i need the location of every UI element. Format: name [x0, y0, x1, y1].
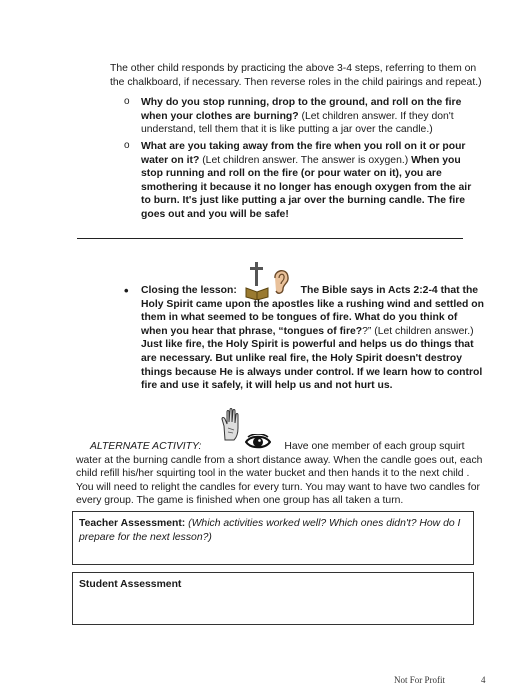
teacher-assessment-box — [72, 511, 474, 565]
bullet-marker: o — [124, 96, 130, 107]
closing-lesson — [141, 284, 484, 393]
alternate-activity-text: Have one member of each group squirt water at the burning candle from a short distance away. When the candle goes out, each child refill his/her squirting tool in the water bucket and then hands it to the next child . You will need to relight the candles for every turn. You may want to have two candles for every group. The game is finished when one group has all taken a turn. — [76, 441, 483, 507]
question-bold: Why do you stop running, drop to the ground, and roll on the fire when your clothes are burning? — [141, 97, 462, 122]
teacher-assessment — [79, 517, 469, 544]
closing-label: Closing the lesson: — [141, 285, 237, 296]
footer-note: Not For Profit — [394, 675, 446, 685]
intro-text: The other child responds by practicing the above 3-4 steps, referring to them on the chalkboard, if necessary. Then reverse roles in the child pairings and repeat.) — [110, 63, 482, 88]
closing-text-quote: ?” — [362, 325, 372, 337]
student-assessment-label: Student Assessment — [79, 579, 182, 590]
bullet-marker: • — [124, 283, 129, 298]
question-bold: What are you taking away from the fire when you roll on it or pour water on it? — [141, 141, 466, 166]
teacher-assessment-prompt: (Which activities worked well? Which ones didn't? How do I prepare for the next lesson?) — [79, 518, 461, 543]
question-stop-drop-roll — [141, 96, 483, 137]
student-assessment-box — [72, 572, 474, 625]
closing-text: The Bible says in Acts 2:2-4 that the Holy Spirit came upon the apostles like a rushing wind and settled on them in what seemed to be tongues of fire. What do you think of when you hear that phrase, “tongues of fire? — [141, 285, 484, 337]
alternate-activity-label: ALTERNATE ACTIVITY: — [90, 441, 202, 452]
question-oxygen — [141, 140, 483, 222]
teacher-assessment-label: Teacher Assessment: — [79, 518, 186, 529]
page-number: 4 — [481, 675, 486, 685]
intro-paragraph — [110, 62, 485, 89]
section-divider — [77, 238, 463, 239]
closing-explanation: Just like fire, the Holy Spirit is powerful and helps us do things that are necessary. But unlike real fire, the Holy Spirit doesn't destroy things because He is always under control. If we learn how to control fire and use it safely, it will help us and not hurt us. — [141, 339, 483, 392]
question-note: (Let children answer. If they don't understand, tell them that it is like putting a jar over the candle.) — [141, 110, 454, 136]
explanation-bold: When you stop running and roll on the fire (or pour water on it), you are smothering it because it no longer has enough oxygen from the air to burn. It's just like putting a jar over the burning candle. The fire goes out and you will be safe! — [141, 154, 472, 220]
bullet-marker: o — [124, 140, 130, 151]
alternate-activity — [76, 440, 486, 508]
closing-answer-note: (Let children answer.) — [374, 325, 474, 337]
answer-note: (Let children answer. The answer is oxygen.) — [202, 154, 409, 166]
